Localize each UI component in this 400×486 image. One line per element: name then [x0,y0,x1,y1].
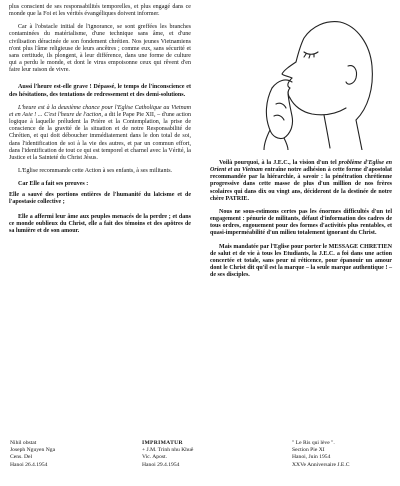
paragraph [210,244,392,280]
paragraph: plus conscient de ses responsabilités temporelles, et plus engagé dans ce monde que la Foi et les vérités évangéliques doivent informer. [9,4,191,18]
footer-line: Hanoi 29.4.1954 [142,461,180,468]
text-span: Voilà pourquoi, à la J.E.C., la vision d'un tel [219,160,337,166]
footer-line: + J.M. Trinh nhu Khuê [142,447,194,454]
emphasis-patrie: PATRIE. [225,195,249,202]
right-column [210,160,392,285]
footer-imprimatur [142,440,262,469]
text-span: entraîne notre adhésion à cette forme d'apostolat recommandée par la hiérarchie, à savoir : la pénétration chrétienne progressive dans cette masse de plus d'un million de nos frères scolaires qui dans dix ou vingt ans, décideront de la destinée de notre chère [210,167,393,202]
paragraph: Car à l'obstacle initial de l'ignorance, se sont greffées les branches contaminées du matérialisme, d'une technique sans âme, et d'une civilisation déracinée de son fondement chrétien. Nos jeunes Vietnamiens n'ont plus l'âme religieuse de leurs ancêtres ; comme eux, sans sécurité et sans certitude, ils plongent, à leur différence, dans une forme de culture qui a perdu le monde, et dont le virus empoisonne ceux qui rêvent d'en faire leur raison de vivre. [9,24,191,74]
footer-line: IMPRIMATUR [142,440,183,446]
footer-line: Joseph Nguyen Nga [10,447,56,454]
text-span: de salut et de vie à tous les Etudiants, la J.E.C. a foi dans une action concertée et totale, sans peur ni réticence, pour épanouir un amour dont le Christ dit qu'il est la marque – la seule marque authentique ! – de ses disciples. [210,250,392,279]
paragraph: Aussi l'heure est-elle grave ! Dépassé, le temps de l'inconscience et des hésitations, des tentations de redressement et des demi-solutions. [9,84,191,98]
paragraph: Nous ne sous-estimons certes pas les énormes difficultés d'un tel engagement : pénurie de militants, défaut d'information des cadres de tous ordres, engouement pour des formes d'activités plus rentables, et quasi-imperméabilité d'un milieu totalement ignorant du Christ. [210,208,392,237]
footer-nihil-obstat [10,440,130,469]
paragraph: Elle a affermi leur âme aux peuples menacés de la perdre ; et dans ce monde oublieux du Christ, elle a fait des témoins et des apôtres de sa lumière et de son amour. [9,213,191,234]
paragraph: L'Eglise recommande cette Action à ses enfants, à ses militants. [18,167,173,174]
paragraph: Elle a sauvé des portions entières de l'humanité du laïcisme et de l'apostasie collective ; [9,192,191,206]
paragraph [210,160,392,203]
footer-line: Section Pie XI [292,447,325,454]
footer-line: Cens. Del [10,454,33,461]
footer-publication [292,440,397,469]
text-span: a dit le Pape Pie XII, – d'une action logique à laquelle préludent la Prière et la Contemplation, la prise de conscience de la gravité de la situation et de notre Responsabilité de Chrétien, et qui doit déboucher immédiatement dans le don total de soi, dans l'identification de soi à la vie des autres, et par un commun effort, dans l'identification de tout ce qui est temporel et charnel avec la Vérité, la Justice et la Sainteté du Christ Jésus. [9,111,191,161]
paragraph [9,105,191,162]
emphasis-message: MESSAGE CHRETIEN [328,243,393,250]
footer-line: Hanoi, Juin 1954 [292,454,331,461]
footer-line: XXVe Anniversaire J.E.C [292,461,350,468]
italic-phrase: problème d'Eglise en Orient et au Vietnam [210,160,392,174]
paragraph: Car Elle a fait ses preuves : [18,181,89,188]
footer-line: Nihil obstat [10,440,37,446]
italic-phrase: L'heure est à la deuxième chance pour l'Eglise Catholique au Vietnam et en Asie ! ... C'est l'heure de l'action, [9,104,191,118]
praying-figure-illustration [232,8,382,150]
left-column [9,4,191,241]
footer-line: Hanoi 26.4.1954 [10,461,48,468]
footer-line: " Le Ris qui lève ". [292,440,335,446]
text-span: Mais mandatée par l'Eglise pour porter le [219,243,328,250]
footer-line: Vic. Apost. [142,454,167,461]
